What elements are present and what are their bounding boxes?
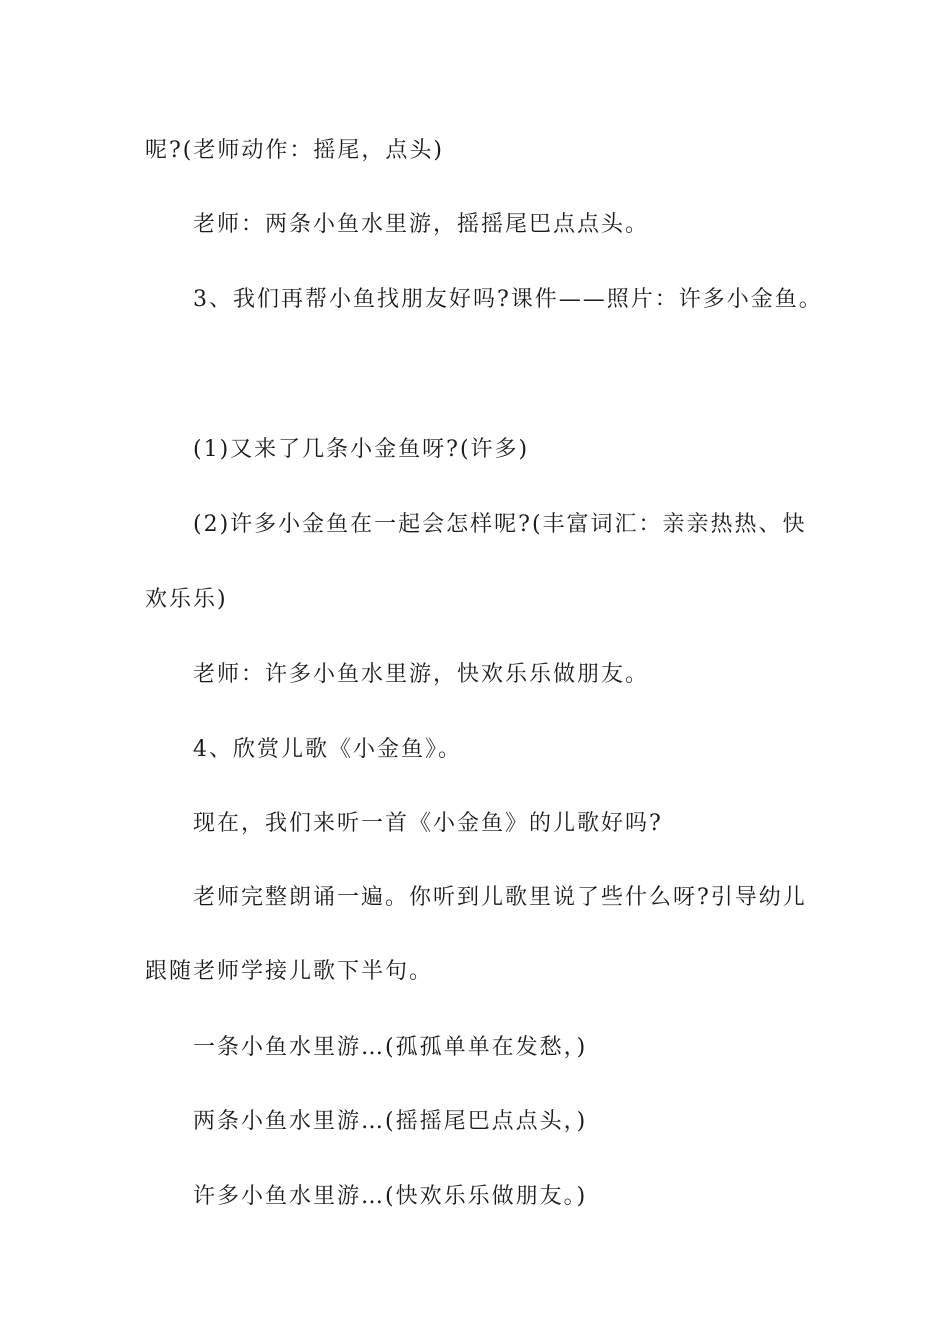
text-line: 3、我们再帮小鱼找朋友好吗?课件——照片：许多小金鱼。	[193, 287, 823, 312]
text-line: 两条小鱼水里游…(摇摇尾巴点点头，)	[193, 1109, 588, 1134]
text-line: 许多小鱼水里游…(快欢乐乐做朋友。)	[193, 1184, 588, 1209]
text-line: 呢?(老师动作：摇尾，点头)	[145, 138, 444, 163]
text-line: 欢乐乐)	[145, 587, 228, 612]
text-line: 老师：两条小鱼水里游，摇摇尾巴点点头。	[193, 212, 650, 237]
text-line: 一条小鱼水里游…(孤孤单单在发愁，)	[193, 1035, 588, 1060]
text-line: (1)又来了几条小金鱼呀?(许多)	[193, 437, 530, 462]
text-line: 4、欣赏儿歌《小金鱼》。	[193, 737, 462, 762]
text-line: 跟随老师学接儿歌下半句。	[145, 959, 434, 984]
text-line: 现在，我们来听一首《小金鱼》的儿歌好吗?	[193, 811, 663, 836]
text-line: 老师：许多小鱼水里游，快欢乐乐做朋友。	[193, 662, 650, 687]
text-line: (2)许多小金鱼在一起会怎样呢?(丰富词汇：亲亲热热、快	[193, 512, 807, 537]
text-line: 老师完整朗诵一遍。你听到儿歌里说了些什么呀?引导幼儿	[193, 885, 807, 910]
